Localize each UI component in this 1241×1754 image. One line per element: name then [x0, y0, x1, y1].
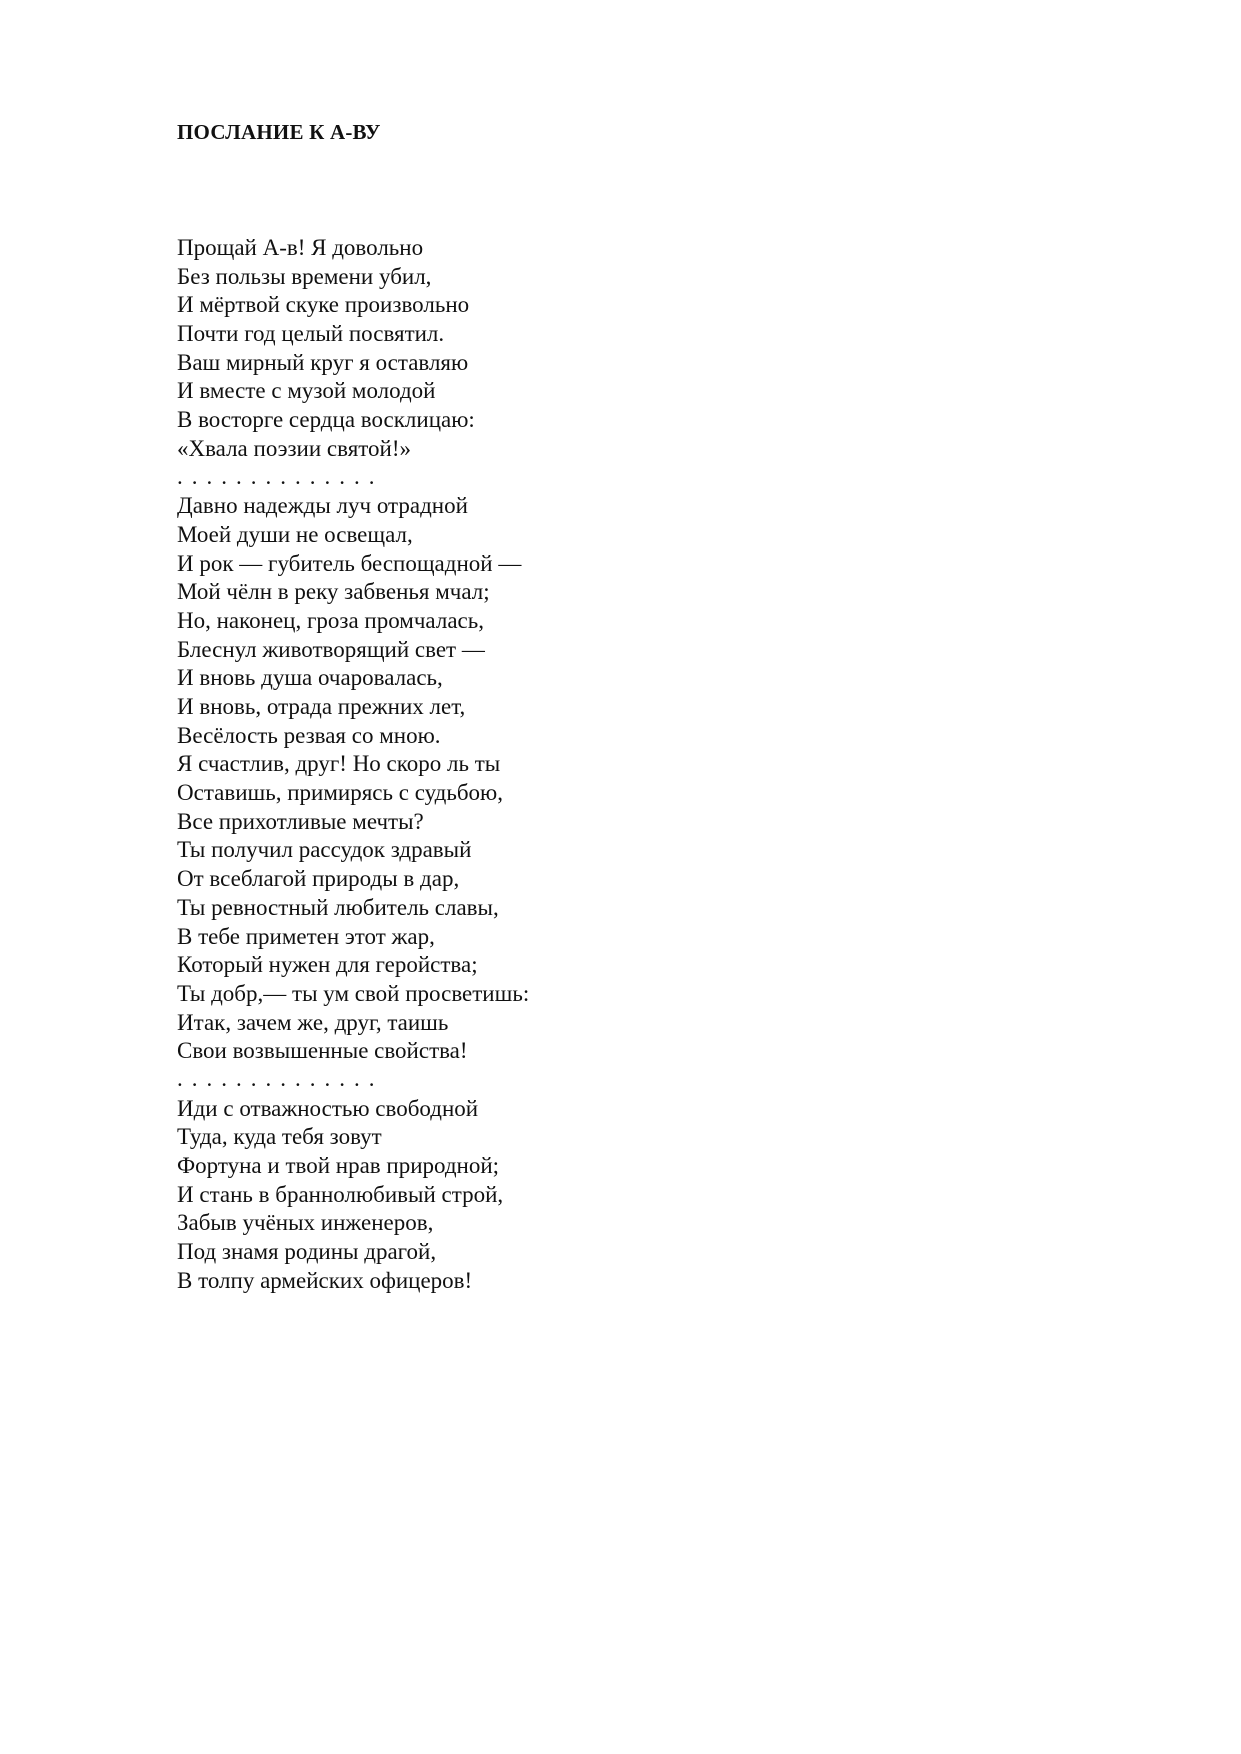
poem-line: Ты ревностный любитель славы,: [177, 894, 499, 920]
poem-line: Забыв учёных инженеров,: [177, 1210, 434, 1236]
poem-line: Ты получил рассудок здравый: [177, 837, 472, 863]
poem-line: «Хвала поэзии святой!»: [177, 435, 411, 461]
poem-line: Свои возвышенные свойства!: [177, 1038, 468, 1064]
poem-line: Весёлость резвая со мною.: [177, 722, 441, 748]
poem-line: Я счастлив, друг! Но скоро ль ты: [177, 751, 501, 777]
poem-body: [177, 234, 529, 1295]
poem-line: Ваш мирный круг я оставляю: [177, 349, 469, 375]
stanza-separator: ..............: [177, 463, 384, 489]
poem-line: Итак, зачем же, друг, таишь: [177, 1009, 449, 1035]
poem-line: В восторге сердца восклицаю:: [177, 407, 475, 433]
poem-line: Ты добр,— ты ум свой просветишь:: [177, 980, 530, 1006]
poem-line: И стань в браннолюбивый строй,: [177, 1181, 504, 1207]
poem-line: Без пользы времени убил,: [177, 263, 432, 289]
poem-line: Все прихотливые мечты?: [177, 808, 424, 834]
poem-line: Мой чёлн в реку забвенья мчал;: [177, 579, 490, 605]
poem-line: Почти год целый посвятил.: [177, 321, 445, 347]
poem-line: Под знамя родины драгой,: [177, 1239, 437, 1265]
poem-line: Блеснул животворящий свет —: [177, 636, 485, 662]
poem-line: И рок — губитель беспощадной —: [177, 550, 522, 576]
poem-line: Фортуна и твой нрав природной;: [177, 1153, 500, 1178]
poem-line: И вновь, отрада прежних лет,: [177, 694, 466, 719]
poem-line: От всеблагой природы в дар,: [177, 866, 460, 892]
poem-line: Прощай А-в! Я довольно: [177, 235, 424, 260]
stanza-separator: ..............: [177, 1065, 384, 1091]
poem-line: В тебе приметен этот жар,: [177, 923, 435, 949]
poem-line: Иди с отважностью свободной: [177, 1095, 479, 1121]
poem-line: И вновь душа очаровалась,: [177, 665, 443, 691]
poem-line: Туда, куда тебя зовут: [177, 1124, 382, 1150]
poem-line: Который нужен для геройства;: [177, 952, 478, 978]
poem-title: ПОСЛАНИЕ К А-ВУ: [177, 120, 381, 144]
poem-line: Но, наконец, гроза промчалась,: [177, 607, 484, 633]
poem-line: Моей души не освещал,: [177, 521, 413, 547]
poem-line: В толпу армейских офицеров!: [177, 1267, 473, 1293]
poem-line: И вместе с музой молодой: [177, 378, 436, 404]
poem-line: Оставишь, примирясь с судьбою,: [177, 780, 503, 806]
poem-line: Давно надежды луч отрадной: [177, 493, 468, 519]
poem-line: И мёртвой скуке произвольно: [177, 292, 470, 318]
